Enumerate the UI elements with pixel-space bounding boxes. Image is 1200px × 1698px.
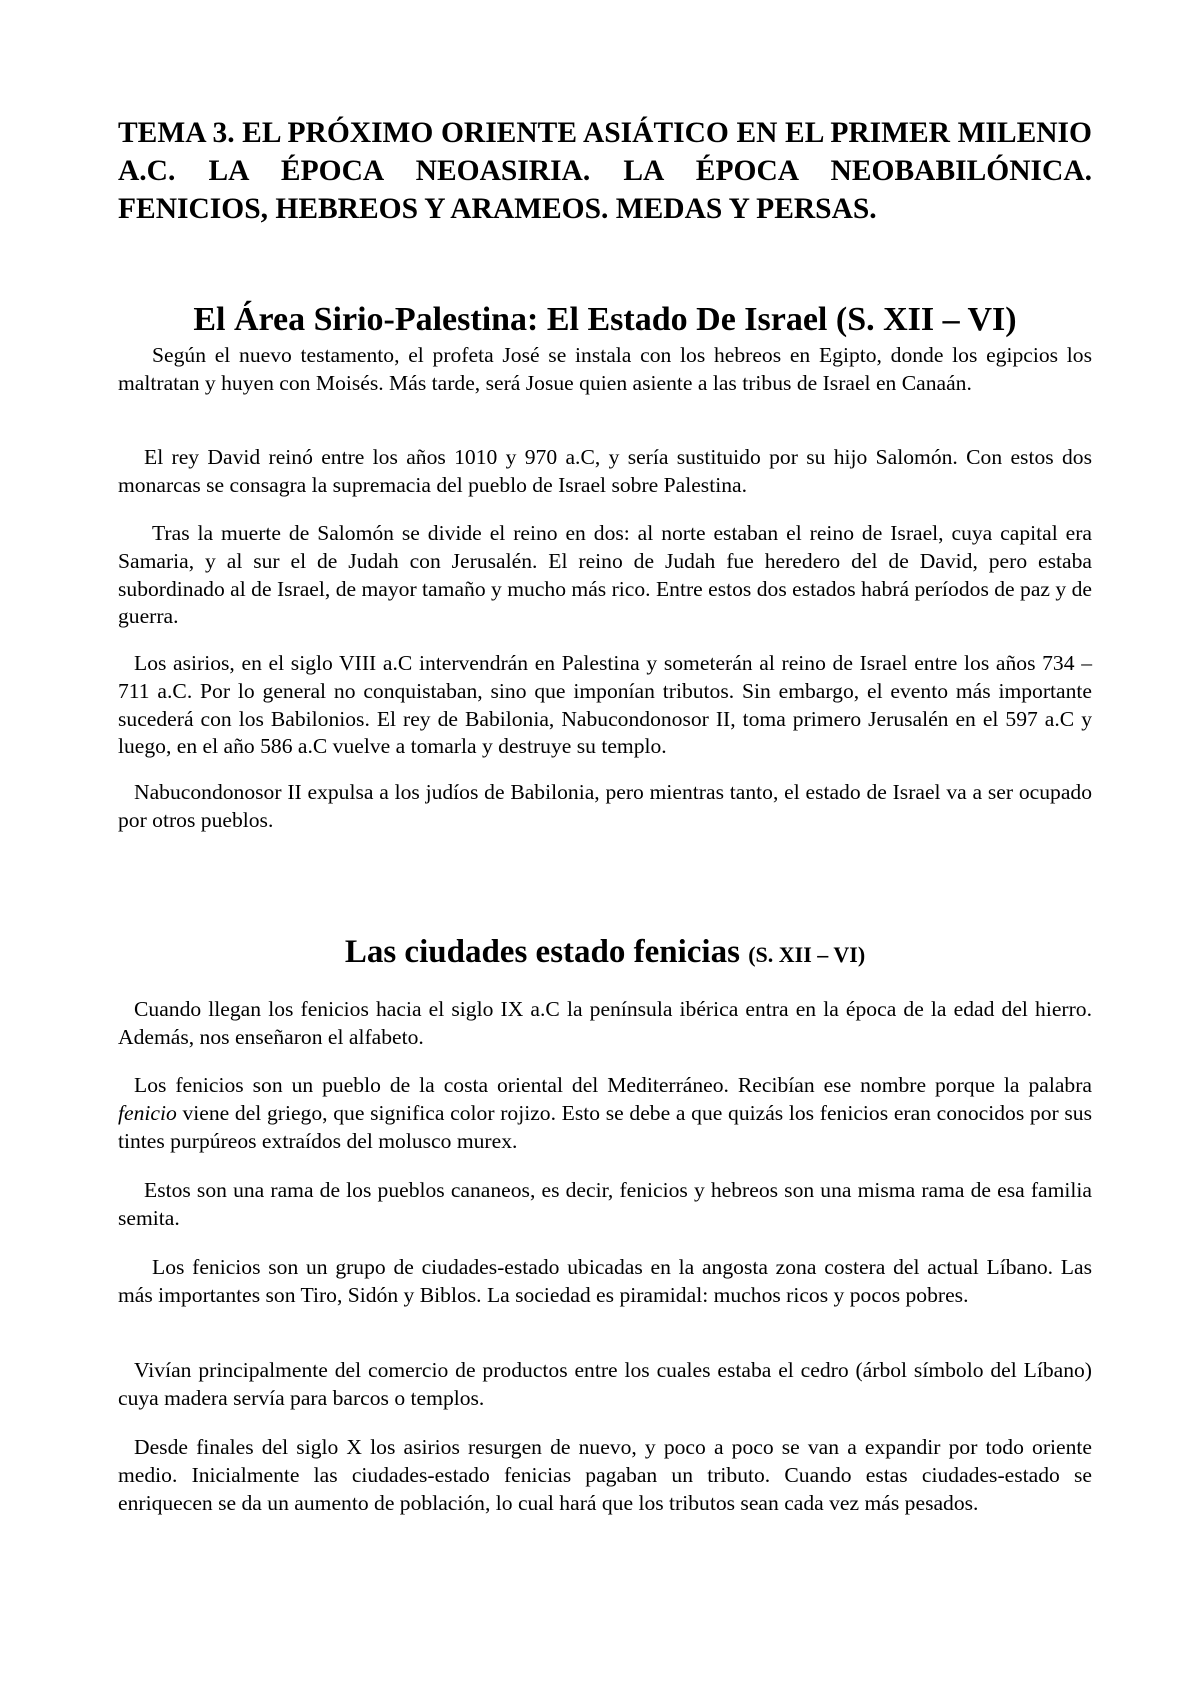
section-heading-fenicia	[118, 931, 1092, 976]
paragraph-text: Tras la muerte de Salomón se divide el reino en dos: al norte estaban el reino de Israel, cuya capital era Samaria, y al sur el de Judah con Jerusalén. El reino de Judah fue heredero del de David, pero estaba subordinado al de Israel, de mayor tamaño y mucho más rico. Entre estos dos estados habrá períodos de paz y de guerra.	[118, 521, 1092, 629]
paragraph-text: Los fenicios son un pueblo de la costa oriental del Mediterráneo. Recibían ese nombre porque la palabra	[134, 1073, 1092, 1097]
paragraph	[118, 520, 1092, 631]
paragraph-text: Cuando llegan los fenicios hacia el siglo IX a.C la península ibérica entra en la época de la edad del hierro. Además, nos enseñaron el alfabeto.	[118, 997, 1092, 1049]
paragraph	[118, 1177, 1092, 1233]
heading-suffix: (S. XII – VI)	[748, 942, 866, 967]
document-title: TEMA 3. EL PRÓXIMO ORIENTE ASIÁTICO EN EL PRIMER MILENIO A.C. LA ÉPOCA NEOASIRIA. LA ÉPOCA NEOBABILÓNICA. FENICIOS, HEBREOS Y ARAMEOS. MEDAS Y PERSAS.	[118, 117, 1092, 225]
paragraph-text: Nabucondonosor II expulsa a los judíos de Babilonia, pero mientras tanto, el estado de Israel va a ser ocupado por otros pueblos.	[118, 780, 1092, 832]
italic-term: fenicio	[118, 1100, 177, 1125]
paragraph-text: Los asirios, en el siglo VIII a.C intervendrán en Palestina y someterán al reino de Israel entre los años 734 – 711 a.C. Por lo general no conquistaban, sino que imponían tributos. Sin embargo, el evento más importante sucederá con los Babilonios. El rey de Babilonia, Nabucondonosor II, toma primero Jerusalén en el 597 a.C y luego, en el año 586 a.C vuelve a tomarla y destruye su templo.	[118, 651, 1092, 759]
paragraph-text: Estos son una rama de los pueblos cananeos, es decir, fenicios y hebreos son una misma rama de esa familia semita.	[118, 1178, 1092, 1230]
paragraph-text: Según el nuevo testamento, el profeta José se instala con los hebreos en Egipto, donde los egipcios los maltratan y huyen con Moisés. Más tarde, será Josue quien asiente a las tribus de Israel en Canaán.	[118, 343, 1092, 395]
paragraph-text: Vivían principalmente del comercio de productos entre los cuales estaba el cedro (árbol símbolo del Líbano) cuya madera servía para barcos o templos.	[118, 1358, 1092, 1410]
paragraph	[118, 1357, 1092, 1413]
paragraph	[118, 996, 1092, 1052]
paragraph	[118, 650, 1092, 761]
paragraph	[118, 779, 1092, 835]
paragraph-text: Los fenicios son un grupo de ciudades-estado ubicadas en la angosta zona costera del actual Líbano. Las más importantes son Tiro, Sidón y Biblos. La sociedad es piramidal: muchos ricos y pocos pobres.	[118, 1255, 1092, 1307]
section-heading-israel: El Área Sirio-Palestina: El Estado De Israel (S. XII – VI)	[193, 301, 1017, 338]
paragraph	[118, 1072, 1092, 1155]
paragraph	[118, 1254, 1092, 1310]
paragraph	[118, 1434, 1092, 1517]
paragraph	[118, 342, 1092, 398]
paragraph-text: Desde finales del siglo X los asirios resurgen de nuevo, y poco a poco se van a expandir por todo oriente medio. Inicialmente las ciudades-estado fenicias pagaban un tributo. Cuando estas ciudades-estado se enriquecen se da un aumento de población, lo cual hará que los tributos sean cada vez más pesados.	[118, 1435, 1092, 1515]
paragraph-text: El rey David reinó entre los años 1010 y 970 a.C, y sería sustituido por su hijo Salomón. Con estos dos monarcas se consagra la supremacia del pueblo de Israel sobre Palestina.	[118, 445, 1092, 497]
paragraph-text: viene del griego, que significa color rojizo. Esto se debe a que quizás los fenicios eran conocidos por sus tintes purpúreos extraídos del molusco murex.	[118, 1100, 1092, 1153]
paragraph	[118, 444, 1092, 500]
heading-main: Las ciudades estado fenicias	[344, 934, 740, 970]
